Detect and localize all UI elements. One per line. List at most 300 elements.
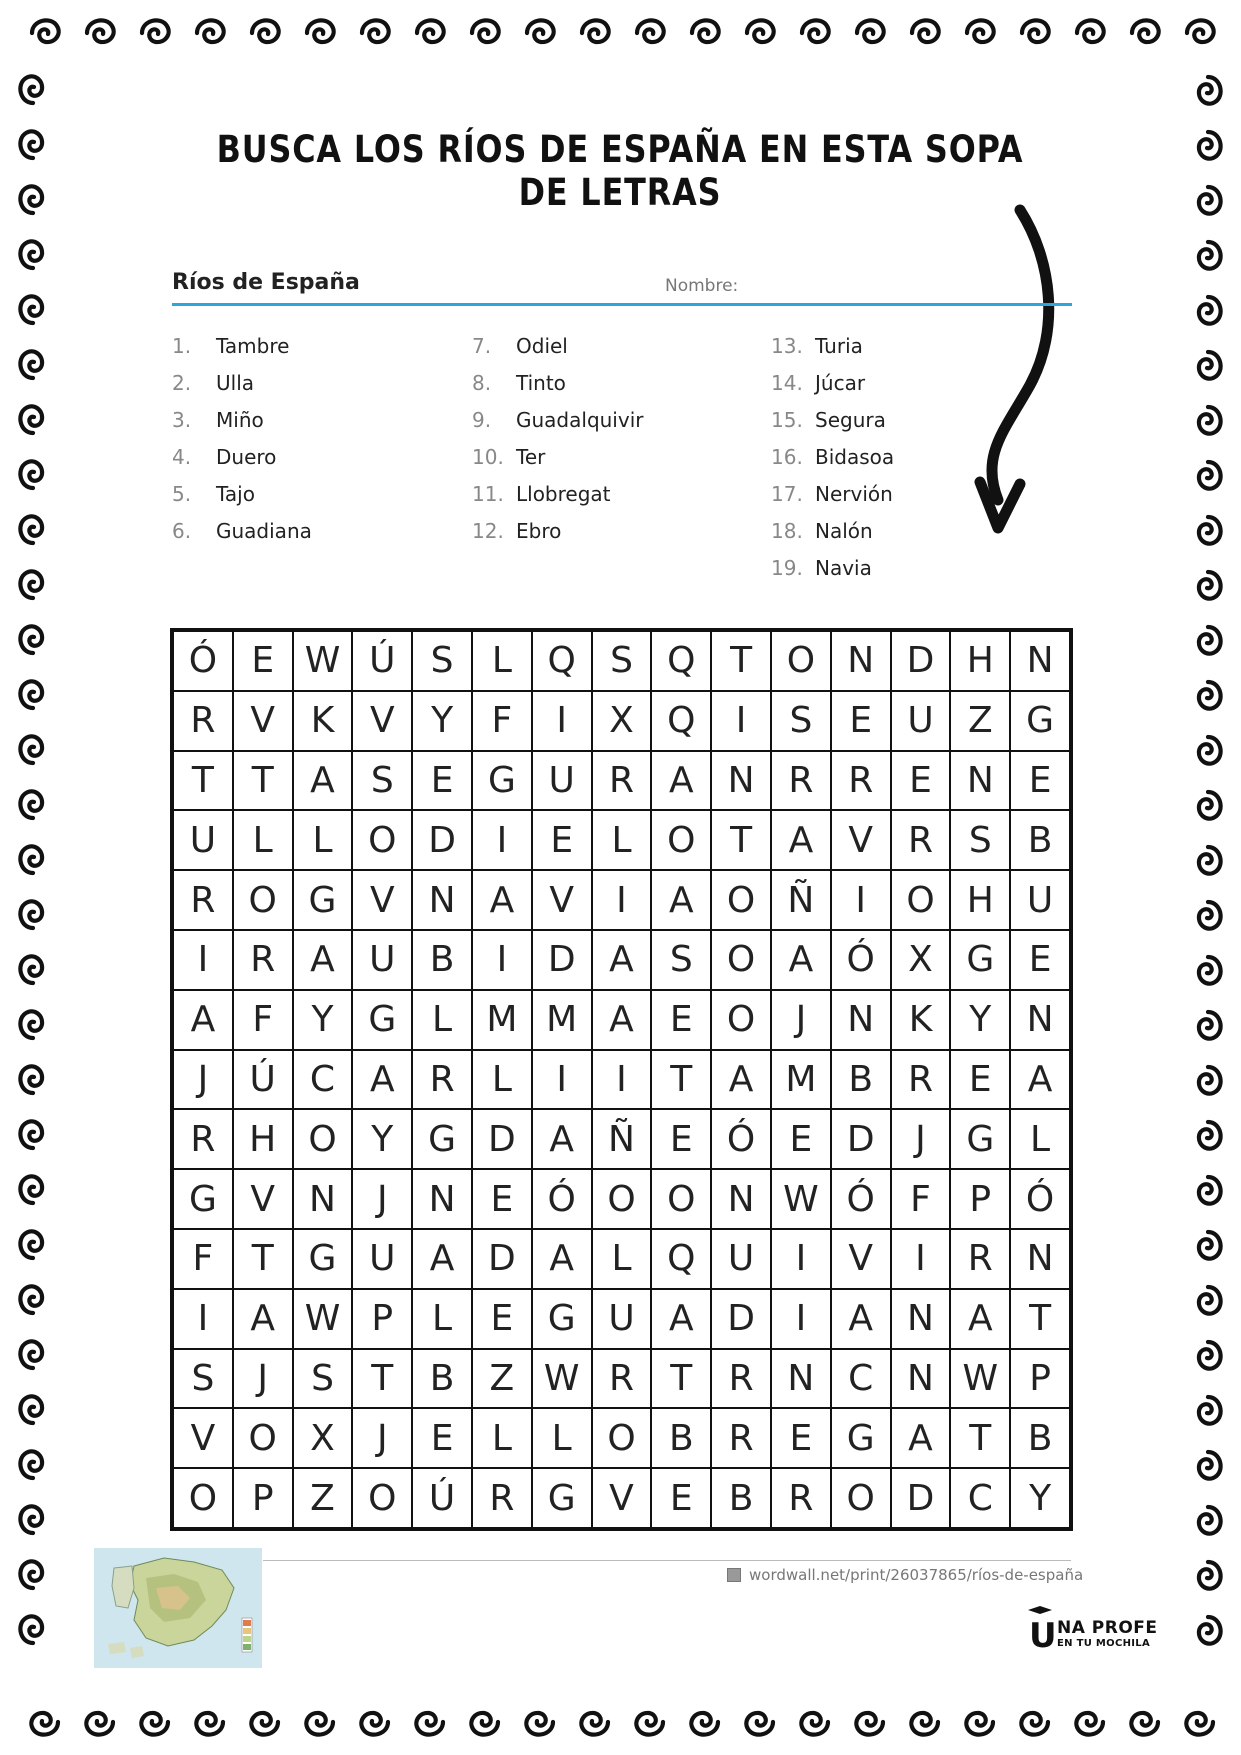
item-word: Ulla — [216, 371, 255, 395]
grid-cell: B — [1010, 810, 1070, 870]
grid-cell: Ó — [1010, 1169, 1070, 1229]
grid-cell: A — [771, 810, 831, 870]
grid-cell: I — [472, 810, 532, 870]
grid-cell: G — [532, 1289, 592, 1349]
word-list-item — [172, 408, 312, 445]
graduation-cap-icon — [1027, 1606, 1053, 1616]
item-number: 6. — [172, 519, 192, 543]
word-list-column-3 — [771, 334, 894, 593]
grid-cell: X — [891, 930, 951, 990]
grid-cell: W — [771, 1169, 831, 1229]
grid-cell: T — [1010, 1289, 1070, 1349]
grid-cell: A — [412, 1229, 472, 1289]
item-word: Duero — [216, 445, 277, 469]
grid-cell: U — [592, 1289, 652, 1349]
grid-cell: V — [592, 1468, 652, 1528]
item-number: 8. — [472, 371, 492, 395]
grid-cell: U — [173, 810, 233, 870]
grid-cell: R — [173, 1109, 233, 1169]
item-number: 12. — [472, 519, 504, 543]
grid-cell: O — [711, 870, 771, 930]
grid-cell: D — [532, 930, 592, 990]
grid-cell: A — [472, 870, 532, 930]
item-word: Tinto — [516, 371, 566, 395]
grid-cell: G — [173, 1169, 233, 1229]
grid-cell: S — [651, 930, 711, 990]
item-number: 7. — [472, 334, 492, 358]
brand-initial: U — [1029, 1616, 1057, 1656]
grid-cell: E — [831, 691, 891, 751]
grid-cell: R — [771, 1468, 831, 1528]
grid-cell: T — [233, 751, 293, 811]
grid-cell: D — [831, 1109, 891, 1169]
grid-cell: A — [352, 1050, 412, 1110]
grid-cell: T — [651, 1349, 711, 1409]
grid-cell: B — [831, 1050, 891, 1110]
grid-cell: W — [293, 1289, 353, 1349]
grid-cell: T — [173, 751, 233, 811]
grid-cell: L — [472, 631, 532, 691]
item-word: Nalón — [815, 519, 873, 543]
grid-cell: R — [592, 1349, 652, 1409]
grid-cell: O — [352, 1468, 412, 1528]
grid-cell: T — [352, 1349, 412, 1409]
grid-cell: U — [352, 930, 412, 990]
grid-cell: T — [711, 631, 771, 691]
word-search-grid — [170, 628, 1073, 1531]
item-number: 11. — [472, 482, 504, 506]
word-list-item — [771, 556, 894, 593]
grid-cell: F — [472, 691, 532, 751]
grid-cell: Q — [532, 631, 592, 691]
grid-cell: P — [233, 1468, 293, 1528]
item-word: Ebro — [516, 519, 562, 543]
word-list-item — [172, 519, 312, 556]
grid-cell: Y — [1010, 1468, 1070, 1528]
grid-cell: O — [891, 870, 951, 930]
grid-cell: J — [771, 990, 831, 1050]
grid-cell: K — [891, 990, 951, 1050]
item-number: 10. — [472, 445, 504, 469]
grid-cell: X — [293, 1408, 353, 1468]
grid-cell: I — [831, 870, 891, 930]
grid-cell: L — [472, 1050, 532, 1110]
grid-cell: D — [472, 1109, 532, 1169]
item-word: Guadalquivir — [516, 408, 644, 432]
grid-cell: O — [233, 1408, 293, 1468]
grid-cell: E — [1010, 751, 1070, 811]
grid-cell: H — [950, 870, 1010, 930]
grid-cell: I — [472, 930, 532, 990]
grid-cell: R — [711, 1349, 771, 1409]
grid-cell: O — [711, 990, 771, 1050]
brand-line-1: NA PROFE — [1057, 1618, 1158, 1638]
grid-cell: H — [950, 631, 1010, 691]
grid-cell: N — [1010, 1229, 1070, 1289]
grid-cell: N — [293, 1169, 353, 1229]
grid-cell: O — [831, 1468, 891, 1528]
grid-cell: Q — [651, 631, 711, 691]
grid-cell: A — [651, 870, 711, 930]
grid-cell: Ú — [352, 631, 412, 691]
grid-cell: B — [711, 1468, 771, 1528]
grid-cell: H — [233, 1109, 293, 1169]
word-list-item — [771, 408, 894, 445]
grid-cell: Ñ — [592, 1109, 652, 1169]
grid-cell: O — [592, 1408, 652, 1468]
grid-cell: N — [711, 1169, 771, 1229]
word-list-item — [172, 371, 312, 408]
grid-cell: L — [472, 1408, 532, 1468]
grid-cell: J — [352, 1408, 412, 1468]
grid-cell: T — [950, 1408, 1010, 1468]
item-word: Miño — [216, 408, 264, 432]
grid-cell: A — [532, 1109, 592, 1169]
grid-cell: G — [532, 1468, 592, 1528]
word-list-column-2 — [472, 334, 643, 556]
item-number: 9. — [472, 408, 492, 432]
grid-cell: D — [711, 1289, 771, 1349]
grid-cell: W — [293, 631, 353, 691]
grid-cell: J — [352, 1169, 412, 1229]
item-number: 18. — [771, 519, 803, 543]
grid-cell: V — [532, 870, 592, 930]
grid-cell: I — [891, 1229, 951, 1289]
grid-cell: V — [352, 691, 412, 751]
grid-cell: Ó — [711, 1109, 771, 1169]
grid-cell: A — [173, 990, 233, 1050]
grid-cell: V — [173, 1408, 233, 1468]
grid-cell: A — [651, 751, 711, 811]
item-number: 14. — [771, 371, 803, 395]
grid-cell: Q — [651, 691, 711, 751]
word-list-item — [771, 482, 894, 519]
item-word: Guadiana — [216, 519, 312, 543]
grid-cell: W — [532, 1349, 592, 1409]
grid-cell: A — [771, 930, 831, 990]
grid-cell: A — [831, 1289, 891, 1349]
grid-cell: O — [293, 1109, 353, 1169]
grid-cell: M — [472, 990, 532, 1050]
grid-cell: R — [173, 691, 233, 751]
word-list-column-1 — [172, 334, 312, 556]
grid-cell: A — [1010, 1050, 1070, 1110]
word-list-item — [771, 334, 894, 371]
grid-cell: I — [592, 1050, 652, 1110]
item-number: 3. — [172, 408, 192, 432]
grid-cell: N — [412, 870, 472, 930]
grid-cell: N — [771, 1349, 831, 1409]
word-list-item — [172, 482, 312, 519]
header-rule — [172, 303, 1072, 306]
word-list-item — [472, 334, 643, 371]
down-arrow-icon — [960, 200, 1060, 550]
grid-cell: G — [950, 1109, 1010, 1169]
sheet-title: Ríos de España — [172, 270, 360, 295]
grid-cell: M — [532, 990, 592, 1050]
grid-cell: U — [532, 751, 592, 811]
word-list-item — [472, 519, 643, 556]
item-number: 13. — [771, 334, 803, 358]
grid-cell: S — [412, 631, 472, 691]
item-word: Odiel — [516, 334, 568, 358]
grid-cell: P — [950, 1169, 1010, 1229]
grid-cell: N — [412, 1169, 472, 1229]
item-number: 17. — [771, 482, 803, 506]
grid-cell: Y — [293, 990, 353, 1050]
grid-cell: E — [412, 1408, 472, 1468]
grid-cell: E — [472, 1169, 532, 1229]
grid-cell: E — [651, 1468, 711, 1528]
grid-cell: A — [711, 1050, 771, 1110]
word-list-item — [172, 334, 312, 371]
grid-cell: V — [831, 810, 891, 870]
grid-cell: R — [472, 1468, 532, 1528]
grid-cell: L — [412, 990, 472, 1050]
grid-cell: D — [412, 810, 472, 870]
grid-cell: K — [293, 691, 353, 751]
grid-cell: I — [592, 870, 652, 930]
grid-cell: L — [233, 810, 293, 870]
grid-cell: R — [173, 870, 233, 930]
grid-cell: E — [950, 1050, 1010, 1110]
qr-code-icon — [727, 1568, 741, 1582]
footer-rule — [263, 1560, 1071, 1561]
grid-cell: Y — [412, 691, 472, 751]
grid-cell: R — [950, 1229, 1010, 1289]
grid-cell: E — [233, 631, 293, 691]
grid-cell: V — [233, 691, 293, 751]
grid-cell: A — [891, 1408, 951, 1468]
grid-cell: F — [173, 1229, 233, 1289]
grid-cell: I — [771, 1289, 831, 1349]
grid-cell: O — [711, 930, 771, 990]
word-list-item — [771, 371, 894, 408]
grid-cell: R — [412, 1050, 472, 1110]
grid-cell: U — [891, 691, 951, 751]
item-number: 16. — [771, 445, 803, 469]
grid-cell: E — [651, 990, 711, 1050]
grid-cell: A — [293, 751, 353, 811]
grid-cell: I — [173, 930, 233, 990]
item-word: Tambre — [216, 334, 290, 358]
grid-cell: E — [472, 1289, 532, 1349]
grid-cell: U — [1010, 870, 1070, 930]
grid-cell: G — [472, 751, 532, 811]
grid-cell: D — [891, 1468, 951, 1528]
word-list-item — [472, 445, 643, 482]
grid-cell: R — [771, 751, 831, 811]
grid-cell: E — [1010, 930, 1070, 990]
item-number: 4. — [172, 445, 192, 469]
grid-cell: Ó — [532, 1169, 592, 1229]
grid-cell: J — [173, 1050, 233, 1110]
grid-cell: T — [651, 1050, 711, 1110]
grid-cell: F — [891, 1169, 951, 1229]
grid-cell: U — [711, 1229, 771, 1289]
item-word: Llobregat — [516, 482, 611, 506]
grid-cell: T — [711, 810, 771, 870]
grid-cell: E — [771, 1408, 831, 1468]
grid-cell: W — [950, 1349, 1010, 1409]
grid-cell: Ó — [831, 930, 891, 990]
grid-cell: E — [891, 751, 951, 811]
grid-cell: L — [1010, 1109, 1070, 1169]
grid-cell: B — [412, 930, 472, 990]
grid-cell: Ú — [233, 1050, 293, 1110]
grid-cell: R — [831, 751, 891, 811]
grid-cell: G — [352, 990, 412, 1050]
brand-line-2: EN TU MOCHILA — [1057, 1638, 1150, 1649]
grid-cell: G — [1010, 691, 1070, 751]
brand-logo — [1025, 1604, 1165, 1660]
grid-cell: Ó — [173, 631, 233, 691]
source-link-text: wordwall.net/print/26037865/ríos-de-españa — [749, 1566, 1084, 1584]
grid-cell: A — [532, 1229, 592, 1289]
grid-cell: G — [293, 1229, 353, 1289]
grid-cell: P — [1010, 1349, 1070, 1409]
grid-cell: S — [352, 751, 412, 811]
grid-cell: A — [233, 1289, 293, 1349]
grid-cell: O — [592, 1169, 652, 1229]
item-number: 5. — [172, 482, 192, 506]
grid-cell: J — [233, 1349, 293, 1409]
grid-cell: P — [352, 1289, 412, 1349]
grid-cell: X — [592, 691, 652, 751]
grid-cell: E — [532, 810, 592, 870]
spain-relief-map-image — [94, 1548, 262, 1668]
item-number: 19. — [771, 556, 803, 580]
grid-cell: R — [592, 751, 652, 811]
grid-cell: U — [352, 1229, 412, 1289]
item-word: Ter — [516, 445, 546, 469]
grid-cell: Q — [651, 1229, 711, 1289]
grid-cell: G — [412, 1109, 472, 1169]
grid-cell: Z — [472, 1349, 532, 1409]
grid-cell: F — [233, 990, 293, 1050]
grid-cell: N — [831, 990, 891, 1050]
grid-cell: T — [233, 1229, 293, 1289]
grid-cell: N — [950, 751, 1010, 811]
word-list-item — [472, 482, 643, 519]
item-word: Júcar — [815, 371, 866, 395]
item-word: Nervión — [815, 482, 893, 506]
grid-cell: Y — [352, 1109, 412, 1169]
grid-cell: O — [233, 870, 293, 930]
grid-cell: C — [293, 1050, 353, 1110]
grid-cell: D — [472, 1229, 532, 1289]
grid-cell: J — [891, 1109, 951, 1169]
grid-cell: G — [950, 930, 1010, 990]
grid-cell: V — [233, 1169, 293, 1229]
grid-cell: L — [592, 1229, 652, 1289]
grid-cell: E — [771, 1109, 831, 1169]
grid-cell: N — [711, 751, 771, 811]
item-word: Navia — [815, 556, 872, 580]
item-word: Tajo — [216, 482, 255, 506]
grid-cell: O — [173, 1468, 233, 1528]
grid-cell: V — [831, 1229, 891, 1289]
grid-cell: O — [651, 810, 711, 870]
grid-cell: Z — [293, 1468, 353, 1528]
grid-cell: I — [532, 1050, 592, 1110]
grid-cell: I — [711, 691, 771, 751]
grid-cell: S — [950, 810, 1010, 870]
grid-cell: O — [651, 1169, 711, 1229]
grid-cell: Ú — [412, 1468, 472, 1528]
word-list-item — [472, 371, 643, 408]
grid-cell: G — [831, 1408, 891, 1468]
grid-cell: O — [352, 810, 412, 870]
item-word: Turia — [815, 334, 863, 358]
item-number: 15. — [771, 408, 803, 432]
grid-cell: Z — [950, 691, 1010, 751]
grid-cell: S — [293, 1349, 353, 1409]
word-list-item — [472, 408, 643, 445]
name-field-label: Nombre: — [665, 276, 739, 296]
grid-cell: R — [891, 1050, 951, 1110]
word-list-item — [172, 445, 312, 482]
grid-cell: S — [771, 691, 831, 751]
grid-cell: O — [771, 631, 831, 691]
grid-cell: L — [293, 810, 353, 870]
item-number: 1. — [172, 334, 192, 358]
grid-cell: B — [651, 1408, 711, 1468]
grid-cell: M — [771, 1050, 831, 1110]
grid-cell: E — [412, 751, 472, 811]
grid-cell: R — [233, 930, 293, 990]
grid-cell: B — [1010, 1408, 1070, 1468]
grid-cell: D — [891, 631, 951, 691]
worksheet-title: BUSCA LOS RÍOS DE ESPAÑA EN ESTA SOPA DE LETRAS — [216, 128, 1024, 214]
grid-cell: L — [592, 810, 652, 870]
grid-cell: C — [831, 1349, 891, 1409]
grid-cell: L — [412, 1289, 472, 1349]
grid-cell: S — [592, 631, 652, 691]
grid-cell: A — [950, 1289, 1010, 1349]
item-number: 2. — [172, 371, 192, 395]
grid-cell: I — [532, 691, 592, 751]
grid-cell: Ó — [831, 1169, 891, 1229]
source-link[interactable] — [727, 1566, 1083, 1584]
item-word: Bidasoa — [815, 445, 895, 469]
grid-cell: A — [592, 990, 652, 1050]
item-word: Segura — [815, 408, 886, 432]
grid-cell: V — [352, 870, 412, 930]
grid-cell: B — [412, 1349, 472, 1409]
grid-cell: I — [771, 1229, 831, 1289]
word-list-item — [771, 519, 894, 556]
grid-cell: N — [831, 631, 891, 691]
grid-cell: A — [293, 930, 353, 990]
grid-cell: N — [1010, 990, 1070, 1050]
grid-cell: C — [950, 1468, 1010, 1528]
grid-cell: N — [891, 1349, 951, 1409]
grid-cell: L — [532, 1408, 592, 1468]
grid-cell: G — [293, 870, 353, 930]
grid-cell: R — [891, 810, 951, 870]
grid-cell: E — [651, 1109, 711, 1169]
grid-cell: N — [1010, 631, 1070, 691]
grid-cell: I — [173, 1289, 233, 1349]
grid-cell: Y — [950, 990, 1010, 1050]
word-list-item — [771, 445, 894, 482]
grid-cell: Ñ — [771, 870, 831, 930]
grid-cell: S — [173, 1349, 233, 1409]
grid-cell: N — [891, 1289, 951, 1349]
grid-cell: R — [711, 1408, 771, 1468]
grid-cell: A — [651, 1289, 711, 1349]
